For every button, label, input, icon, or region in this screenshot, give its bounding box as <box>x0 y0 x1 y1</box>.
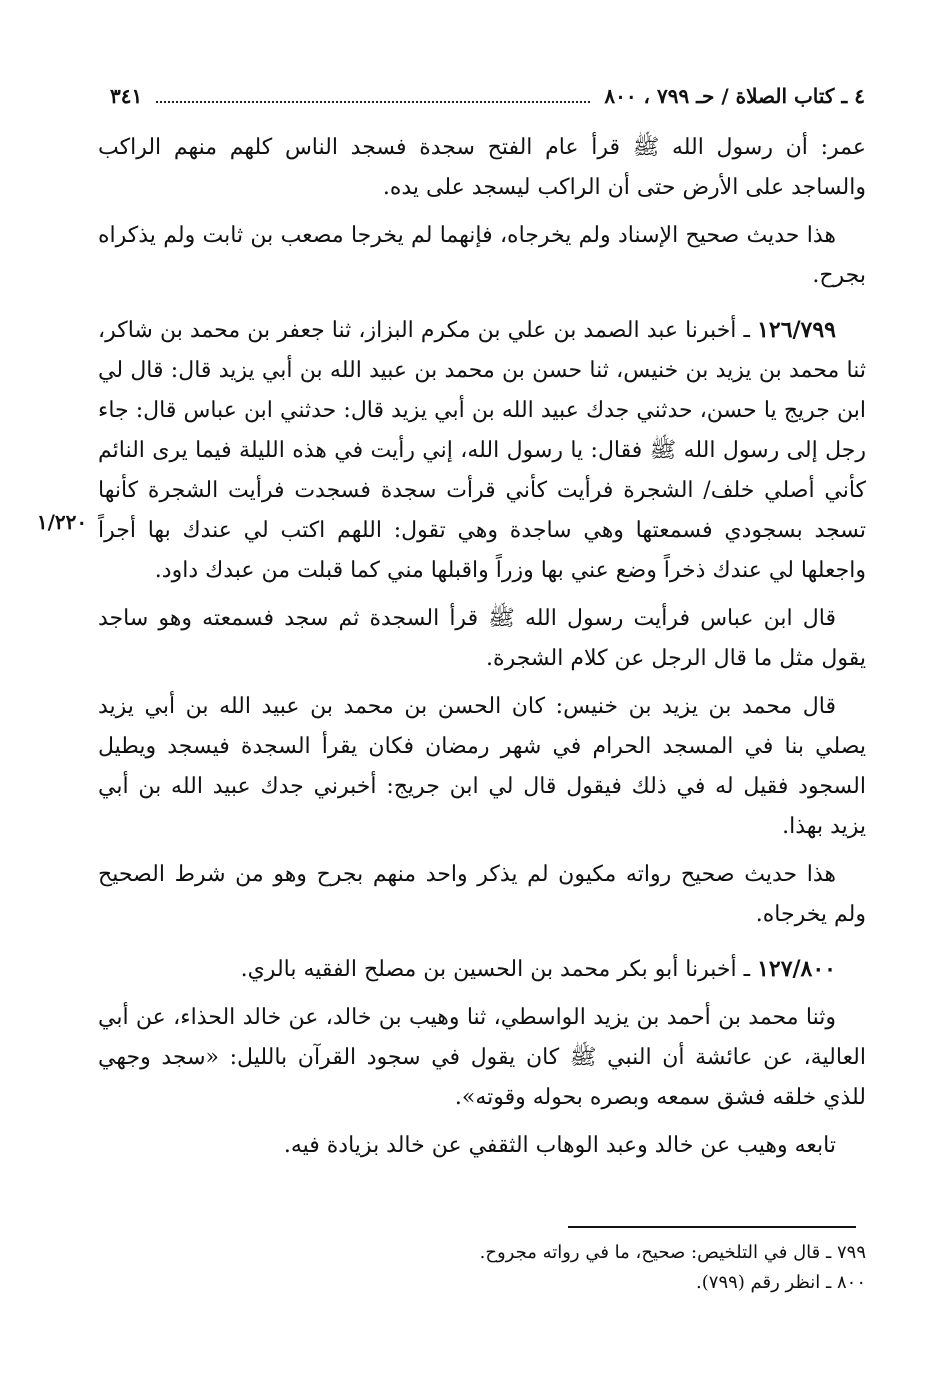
hadith-text: ـ أخبرنا أبو بكر محمد بن الحسين بن مصلح الفقيه بالري. <box>240 957 751 982</box>
footnotes <box>98 1238 866 1298</box>
chapter-title: ٤ ـ كتاب الصلاة / حـ ٧٩٩ ، ٨٠٠ <box>604 84 865 108</box>
paragraph: قال ابن عباس فرأيت رسول الله ﷺ قرأ السجدة ثم سجد فسمعته وهو ساجد يقول مثل ما قال الرجل عن كلام الشجرة. <box>98 606 866 671</box>
paragraph: هذا حديث صحيح الإسناد ولم يخرجاه، فإنهما لم يخرجا مصعب بن ثابت ولم يذكراه بجرح. <box>98 223 866 288</box>
footnote-separator <box>568 1226 856 1228</box>
margin-reference: ١/٢٢٠ <box>36 510 88 534</box>
footnote: ٨٠٠ ـ انظر رقم (٧٩٩). <box>696 1272 866 1293</box>
paragraph: عمر: أن رسول الله ﷺ قرأ عام الفتح سجدة فسجد الناس كلهم منهم الراكب والساجد على الأرض حتى أن الراكب ليسجد على يده. <box>98 135 866 200</box>
hadith-text: ـ أخبرنا عبد الصمد بن علي بن مكرم البزاز، ثنا جعفر بن محمد بن شاكر، ثنا محمد بن يزيد بن خنيس، ثنا حسن بن محمد بن عبيد الله بن أبي يزيد قال: قال لي ابن جريج يا حسن، حدثني جدك عبيد الله بن أبي يزيد قال: حدثني ابن عباس قال: جاء رجل إلى رسول الله ﷺ فقال: يا رسول الله، إني رأيت في هذه الليلة فيما يرى النائم كأني أصلي خلف/ الشجرة فرأيت كأني قرأت سجدة فسجدت فرأيت الشجرة كأنها تسجد بسجودي فسمعتها وهي ساجدة وهي تقول: اللهم اكتب لي عندك بها أجراً واجعلها لي عندك ذخراً وضع عني بها وزراً واقبلها مني كما قبلت من عبدك داود. <box>98 318 866 583</box>
hadith-number: ١٢٦/٧٩٩ <box>757 317 836 343</box>
paragraph: تابعه وهيب عن خالد وعبد الوهاب الثقفي عن خالد بزيادة فيه. <box>283 1133 836 1158</box>
paragraph: قال محمد بن يزيد بن خنيس: كان الحسن بن محمد بن عبيد الله بن أبي يزيد يصلي بنا في المسجد الحرام في شهر رمضان فكان يقرأ السجدة فيسجد ويطيل السجود فقيل له في ذلك فيقول قال لي ابن جريج: أخبرني جدك عبيد الله بن أبي يزيد بهذا. <box>98 694 866 839</box>
hadith-paragraph <box>98 949 866 990</box>
page-number: ٣٤١ <box>110 84 143 108</box>
paragraph: وثنا محمد بن أحمد بن يزيد الواسطي، ثنا وهيب بن خالد، عن خالد الحذاء، عن أبي العالية، عن عائشة أن النبي ﷺ كان يقول في سجود القرآن بالليل: «سجد وجهي للذي خلقه فشق سمعه وبصره بحوله وقوته». <box>98 1005 866 1110</box>
footnote: ٧٩٩ ـ قال في التلخيص: صحيح، ما في رواته مجروح. <box>479 1242 866 1263</box>
header-dot-leader <box>156 101 590 103</box>
hadith-paragraph <box>98 310 866 591</box>
running-header <box>110 78 865 114</box>
hadith-number: ١٢٧/٨٠٠ <box>757 956 836 982</box>
paragraph: هذا حديث صحيح رواته مكيون لم يذكر واحد منهم بجرح وهو من شرط الصحيح ولم يخرجاه. <box>98 862 866 927</box>
main-text <box>98 128 866 1174</box>
